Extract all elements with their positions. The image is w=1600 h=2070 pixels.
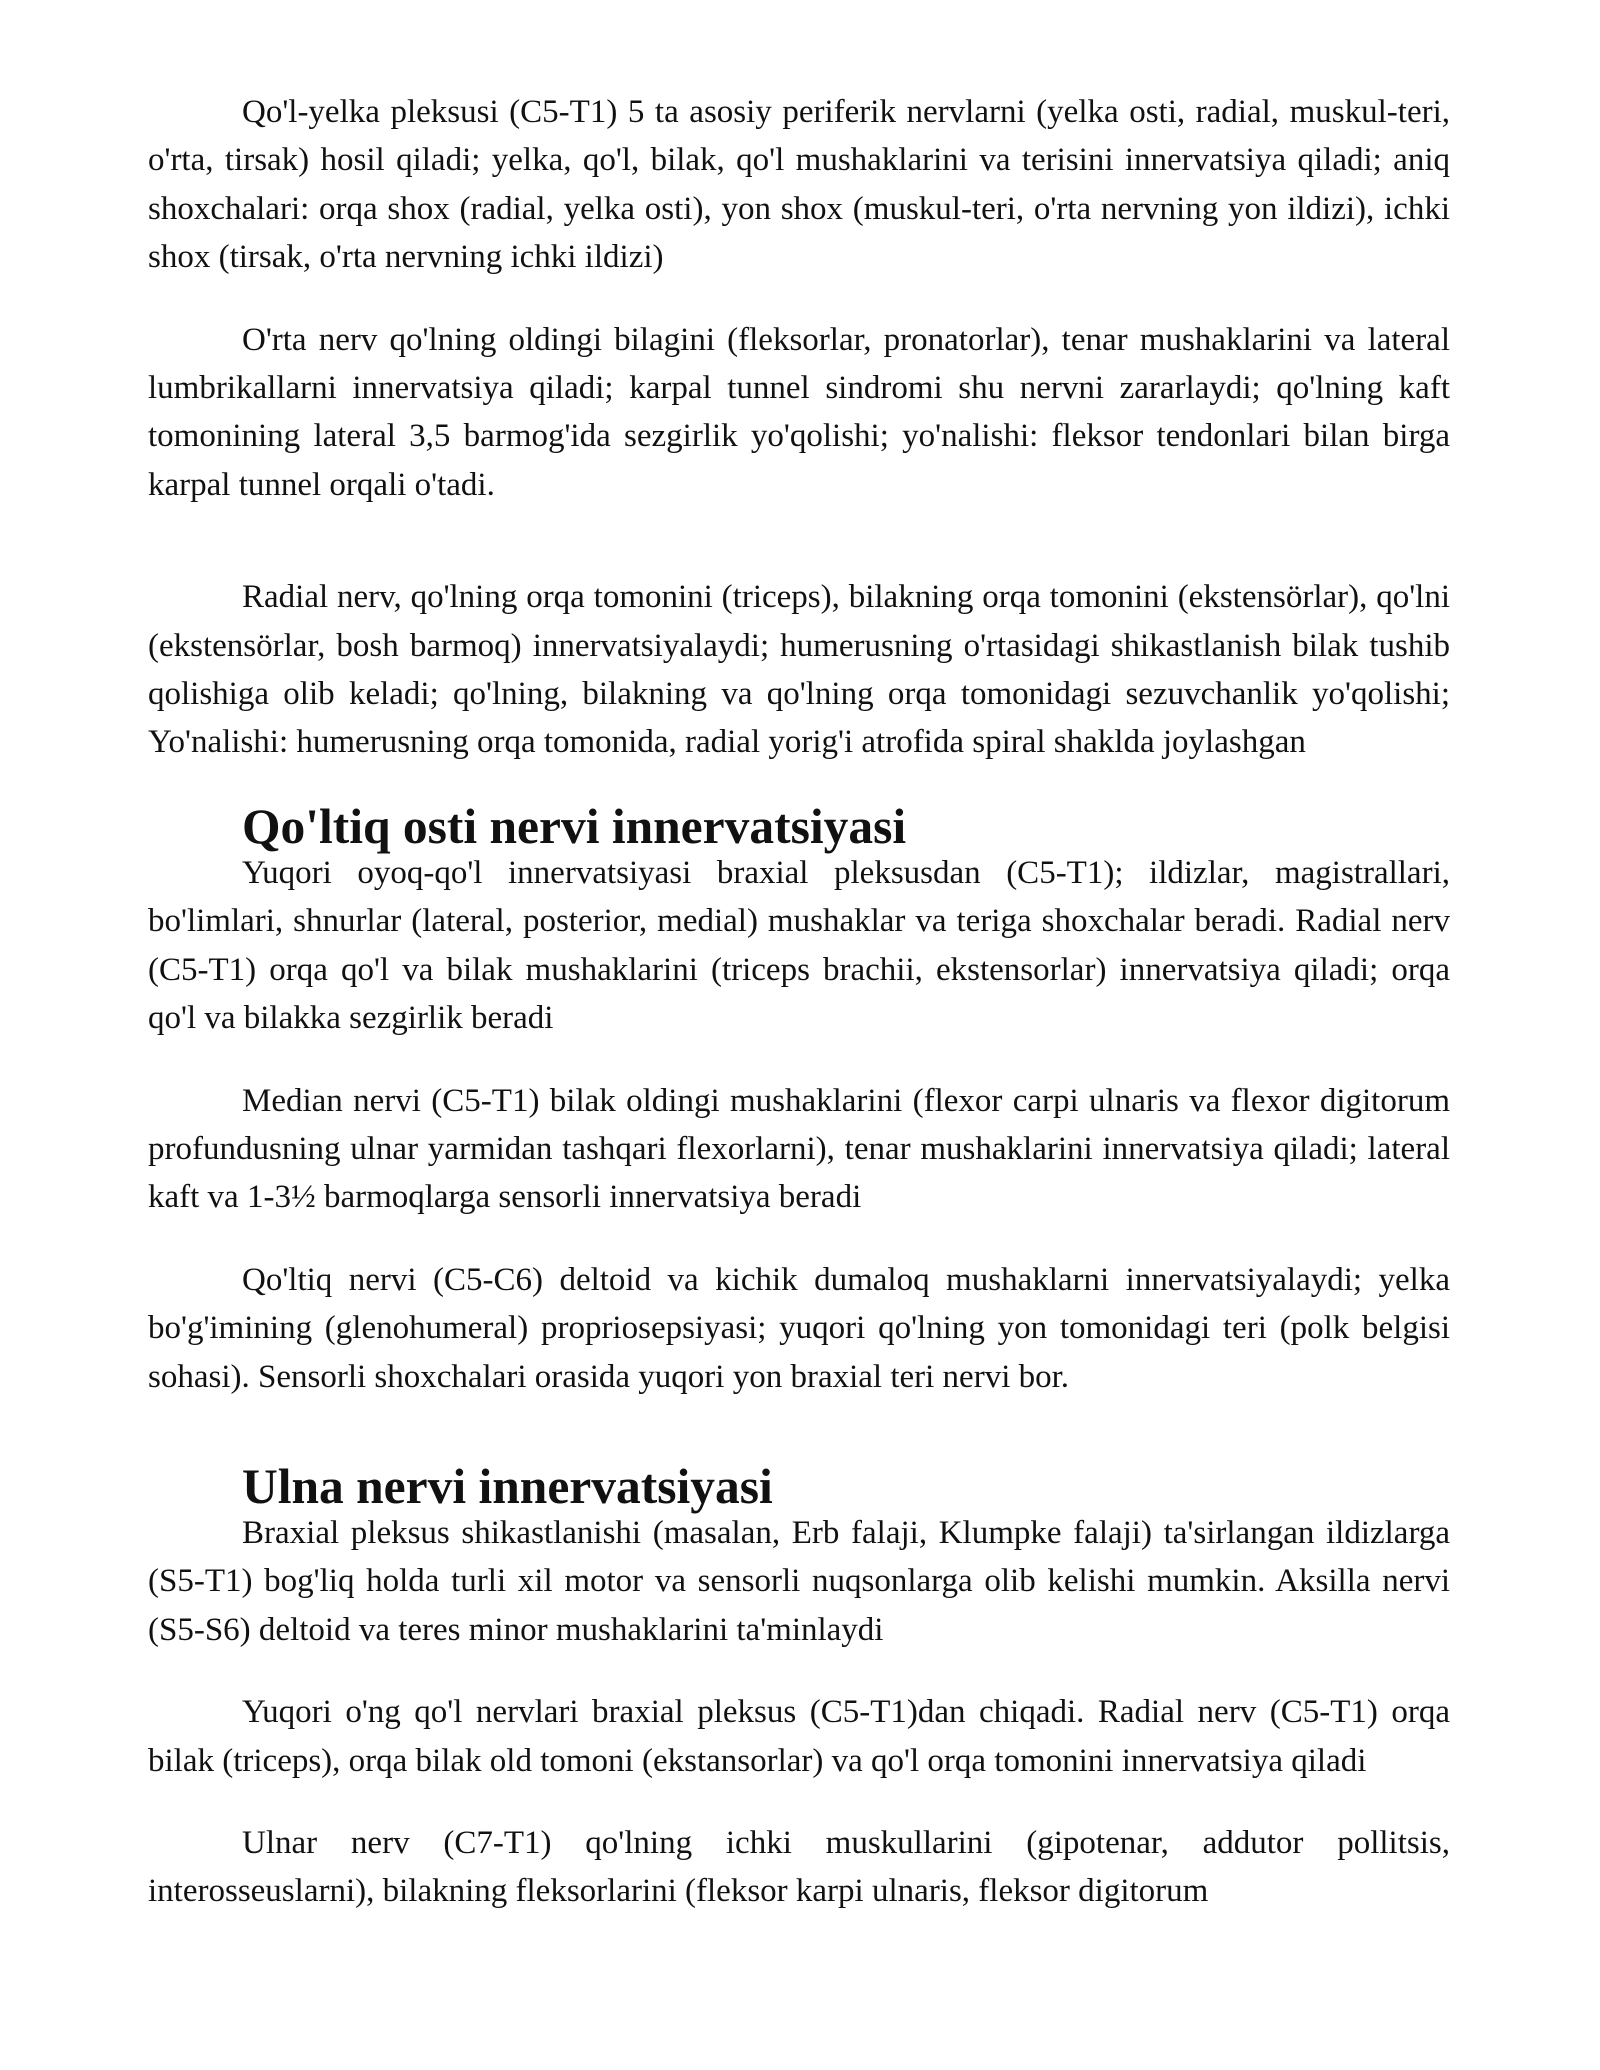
paragraph-median-nerve: O'rta nerv qo'lning oldingi bilagini (fleksorlar, pronatorlar), tenar mushaklarini va lateral lumbrikallarni innervatsiya qiladi; karpal tunnel sindromi shu nervni zararlaydi; qo'lning kaft tomonining lateral 3,5 barmog'ida sezgirlik yo'qolishi; yo'nalishi: fleksor tendonlari bilan birga karpal tunnel orqali o'tadi. [148,321,1450,503]
paragraph-plexus-injury: Braxial pleksus shikastlanishi (masalan, Erb falaji, Klumpke falaji) ta'sirlangan ildizlarga (S5-T1) bog'liq holda turli xil motor va sensorli nuqsonlarga olib kelishi mumkin. Aksilla nervi (S5-S6) deltoid va teres minor mushaklarini ta'minlaydi [148,1514,1450,1648]
heading-ulnar-nerve: Ulna nervi innervatsiyasi [242,1458,773,1514]
document-page [148,88,1450,1916]
paragraph-radial-nerve: Radial nerv, qo'lning orqa tomonini (triceps), bilakning orqa tomonini (ekstensörlar), qo'lni (ekstensörlar, bosh barmoq) innervatsiyalaydi; humerusning o'rtasidagi shikastlanish bilak tushib qolishiga olib keladi; qo'lning, bilakning va qo'lning orqa tomonidagi sezuvchanlik yo'qolishi; Yo'nalishi: humerusning orqa tomonida, radial yorig'i atrofida spiral shaklda joylashgan [148,579,1450,761]
paragraph-right-arm-nerves: Yuqori o'ng qo'l nervlari braxial pleksus (C5-T1)dan chiqadi. Radial nerv (C5-T1) orqa bilak (triceps), orqa bilak old tomoni (ekstansorlar) va qo'l orqa tomonini innervatsiya qiladi [148,1694,1450,1779]
paragraph-upper-limb-innervation: Yuqori oyoq-qo'l innervatsiyasi braxial pleksusdan (C5-T1); ildizlar, magistrallari, bo'limlari, shnurlar (lateral, posterior, medial) mushaklar va teriga shoxchalar beradi. Radial nerv (C5-T1) orqa qo'l va bilak mushaklarini (triceps brachii, ekstensorlar) innervatsiya qiladi; orqa qo'l va bilakka sezgirlik beradi [148,854,1450,1037]
paragraph-median-nerve-2: Median nervi (C5-T1) bilak oldingi mushaklarini (flexor carpi ulnaris va flexor digitorum profundusning ulnar yarmidan tashqari flexorlarni), tenar mushaklarini innervatsiya qiladi; lateral kaft va 1-3½ barmoqlarga sensorli innervatsiya beradi [148,1082,1450,1216]
heading-axillary-nerve: Qo'ltiq osti nervi innervatsiyasi [242,798,907,854]
paragraph-ulnar-nerve: Ulnar nerv (C7-T1) qo'lning ichki muskullarini (gipotenar, addutor pollitsis, interosseuslarni), bilakning fleksorlarini (fleksor karpi ulnaris, fleksor digitorum [148,1824,1450,1910]
paragraph-brachial-plexus: Qo'l-yelka pleksusi (C5-T1) 5 ta asosiy periferik nervlarni (yelka osti, radial, muskul-teri, o'rta, tirsak) hosil qiladi; yelka, qo'l, bilak, qo'l mushaklarini va terisini innervatsiya qiladi; aniq shoxchalari: orqa shox (radial, yelka osti), yon shox (muskul-teri, o'rta nervning yon ildizi), ichki shox (tirsak, o'rta nervning ichki ildizi) [148,94,1450,276]
paragraph-axillary-nerve: Qo'ltiq nervi (C5-C6) deltoid va kichik dumaloq mushaklarni innervatsiyalaydi; yelka bo'g'imining (glenohumeral) propriosepsiyasi; yuqori qo'lning yon tomonidagi teri (polk belgisi sohasi). Sensorli shoxchalari orasida yuqori yon braxial teri nervi bor. [148,1261,1450,1395]
